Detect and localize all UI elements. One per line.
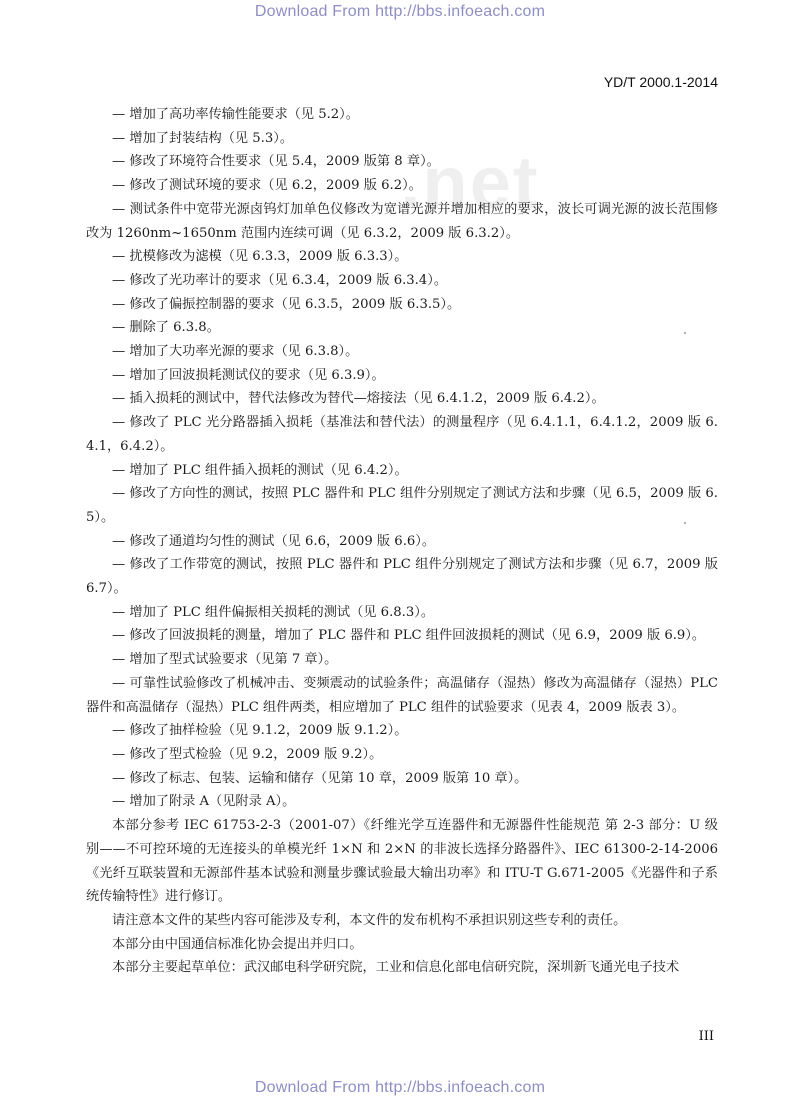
list-item: — 修改了光功率计的要求（见 6.3.4，2009 版 6.3.4）。 bbox=[112, 272, 448, 288]
list-item: — 删除了 6.3.8。 bbox=[112, 320, 220, 336]
list-item: — 增加了型式试验要求（见第 7 章）。 bbox=[112, 652, 338, 668]
scan-speck bbox=[684, 522, 686, 524]
scan-speck bbox=[684, 332, 686, 334]
reference-paragraph: 本部分参考 IEC 61753-2-3（2001-07）《纤维光学互连器件和无源器件性能规范 第 2-3 部分：U 级别——不可控环境的无连接头的单模光纤 1×N 和 2×N 的非波长选择分路器件》、IEC 61300-2-14-2006《光纤互联装置和无源部件基本试验和测量步骤试验最大输出功率》和 ITU-T G.671-2005《光器件和子系统传输特性》进行修订。 bbox=[86, 818, 718, 905]
list-item: — 增加了大功率光源的要求（见 6.3.8）。 bbox=[112, 344, 359, 360]
page-number: III bbox=[698, 1029, 714, 1044]
list-item: — 增加了附录 A（见附录 A）。 bbox=[112, 794, 296, 810]
list-item: — 修改了 PLC 光分路器插入损耗（基准法和替代法）的测量程序（见 6.4.1.1，6.4.1.2，2009 版 6.4.1，6.4.2）。 bbox=[86, 415, 718, 454]
list-item: — 修改了测试环境的要求（见 6.2，2009 版 6.2）。 bbox=[112, 178, 422, 194]
list-item: — 可靠性试验修改了机械冲击、变频震动的试验条件；高温储存（湿热）修改为高温储存（湿热）PLC 器件和高温储存（湿热）PLC 组件两类，相应增加了 PLC 组件的试验要求（见表 4，2009 版表 3）。 bbox=[86, 675, 718, 715]
list-item: — 扰模修改为滤模（见 6.3.3，2009 版 6.3.3）。 bbox=[112, 249, 408, 265]
download-watermark-top: Download From http://bbs.infoeach.com bbox=[254, 3, 546, 20]
list-item: — 修改了工作带宽的测试，按照 PLC 器件和 PLC 组件分别规定了测试方法和步骤（见 6.7，2009 版 6.7）。 bbox=[86, 557, 718, 597]
proposer-paragraph: 本部分由中国通信标准化协会提出并归口。 bbox=[112, 936, 363, 952]
list-item: — 修改了通道均匀性的测试（见 6.6，2009 版 6.6）。 bbox=[112, 533, 436, 549]
list-item: — 增加了 PLC 组件偏振相关损耗的测试（见 6.8.3）。 bbox=[112, 604, 435, 620]
list-item: — 修改了回波损耗的测量，增加了 PLC 器件和 PLC 组件回波损耗的测试（见 6.9，2009 版 6.9）。 bbox=[112, 628, 706, 644]
list-item: — 修改了抽样检验（见 9.1.2，2009 版 9.1.2）。 bbox=[112, 723, 408, 739]
download-watermark-bottom: Download From http://bbs.infoeach.com bbox=[254, 1079, 546, 1096]
list-item: — 修改了方向性的测试，按照 PLC 器件和 PLC 组件分别规定了测试方法和步骤（见 6.5，2009 版 6.5）。 bbox=[86, 486, 718, 525]
list-item: — 增加了封装结构（见 5.3）。 bbox=[112, 130, 294, 146]
list-item: — 增加了 PLC 组件插入损耗的测试（见 6.4.2）。 bbox=[112, 462, 408, 478]
list-item: — 插入损耗的测试中，替代法修改为替代—熔接法（见 6.4.1.2，2009 版 6.4.2）。 bbox=[112, 391, 605, 407]
list-item: — 测试条件中宽带光源卤钨灯加单色仪修改为宽谱光源并增加相应的要求，波长可调光源的波长范围修改为 1260nm~1650nm 范围内连续可调（见 6.3.2，2009 版 6.3.2）。 bbox=[86, 201, 718, 241]
list-item: — 增加了高功率传输性能要求（见 5.2）。 bbox=[112, 107, 359, 122]
list-item: — 修改了型式检验（见 9.2，2009 版 9.2）。 bbox=[112, 746, 383, 762]
list-item: — 增加了回波损耗测试仪的要求（见 6.3.9）。 bbox=[112, 367, 385, 383]
list-item: — 修改了偏振控制器的要求（见 6.3.5，2009 版 6.3.5）。 bbox=[112, 296, 461, 312]
faint-background-watermark: .net bbox=[400, 141, 540, 224]
document-body bbox=[86, 103, 718, 980]
standard-code-header: YD/T 2000.1-2014 bbox=[603, 74, 718, 90]
list-item: — 修改了环境符合性要求（见 5.4，2009 版第 8 章）。 bbox=[112, 154, 440, 170]
patent-notice-paragraph: 请注意本文件的某些内容可能涉及专利，本文件的发布机构不承担识别这些专利的责任。 bbox=[112, 912, 627, 928]
drafting-units-paragraph: 本部分主要起草单位：武汉邮电科学研究院，工业和信息化部电信研究院，深圳新飞通光电子技术 bbox=[112, 960, 680, 976]
list-item: — 修改了标志、包装、运输和储存（见第 10 章，2009 版第 10 章）。 bbox=[112, 770, 528, 786]
